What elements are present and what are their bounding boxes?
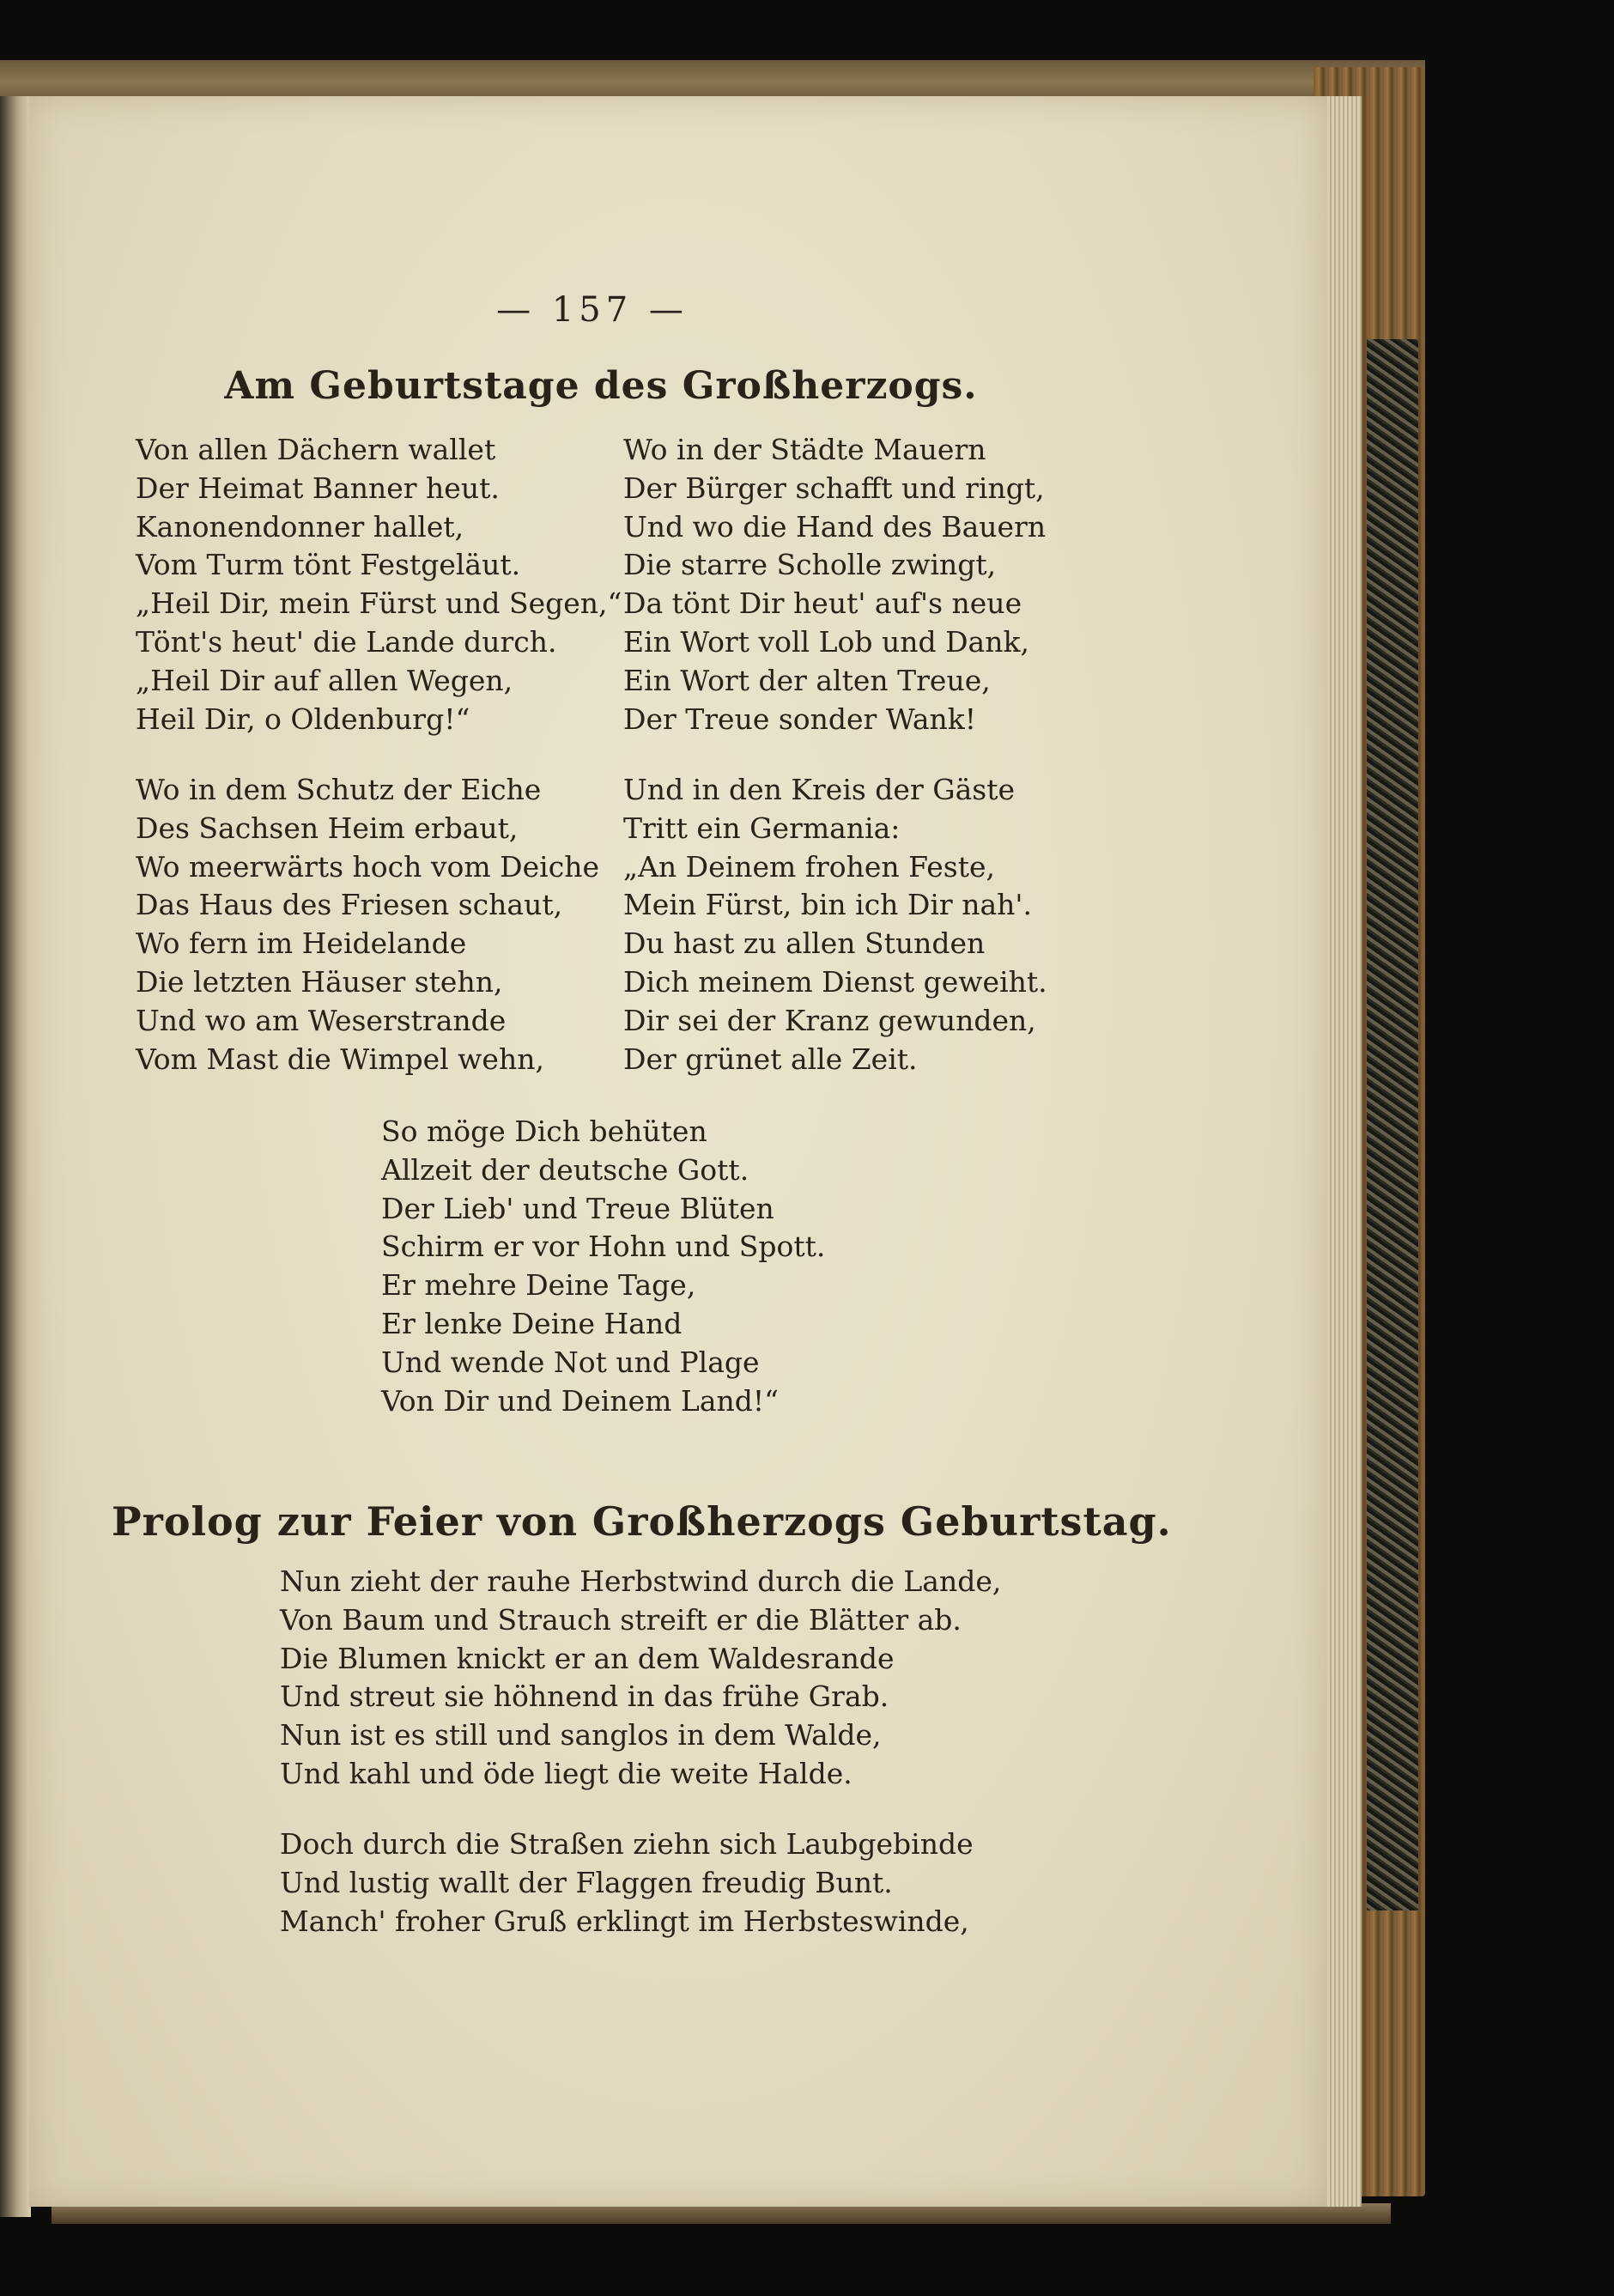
verse-line: Wo meerwärts hoch vom Deiche (136, 849, 599, 884)
marbled-cover-edge (1367, 339, 1418, 1910)
verse-line: Das Haus des Friesen schaut, (136, 888, 563, 922)
verse-line: So möge Dich behüten (381, 1115, 707, 1148)
verse-line: Die letzten Häuser stehn, (136, 964, 503, 999)
verse-line: Und wo am Weserstrande (136, 1003, 507, 1037)
verse-line: Da tönt Dir heut' auf's neue (623, 586, 1022, 621)
verse-line: Ein Wort der alten Treue, (623, 663, 991, 697)
verse-line: Mein Fürst, bin ich Dir nah'. (623, 888, 1032, 922)
verse-line: Und streut sie höhnend in das frühe Grab. (280, 1679, 889, 1714)
verse-line: „Heil Dir, mein Fürst und Segen,“ (136, 586, 622, 621)
stanza-1 (136, 431, 622, 738)
verse-line: Und kahl und öde liegt die weite Halde. (280, 1756, 853, 1790)
verse-line: Und lustig wallt der Flaggen freudig Bunt. (280, 1865, 893, 1899)
verse-line: Allzeit der deutsche Gott. (381, 1152, 749, 1187)
verse-line: Der Treue sonder Wank! (623, 702, 977, 736)
gutter-edge (0, 96, 31, 2217)
verse-line: Und in den Kreis der Gäste (623, 773, 1015, 806)
verse-line: Er mehre Deine Tage, (381, 1268, 696, 1303)
verse-line: Nun zieht der rauhe Herbstwind durch die Lande, (280, 1564, 1002, 1598)
verse-line: Wo in der Städte Mauern (623, 433, 986, 466)
verse-line: Schirm er vor Hohn und Spott. (381, 1230, 826, 1264)
verse-line: Vom Mast die Wimpel wehn, (136, 1042, 544, 1076)
verse-line: Von Baum und Strauch streift er die Blätter ab. (280, 1602, 962, 1637)
verse-line: Und wende Not und Plage (381, 1345, 760, 1379)
verse-line: Dich meinem Dienst geweiht. (623, 964, 1047, 999)
page-number: — 157 — (496, 290, 689, 330)
stanza-4 (623, 771, 1047, 1078)
verse-line: Des Sachsen Heim erbaut, (136, 811, 519, 845)
verse-line: Tönt's heut' die Lande durch. (136, 624, 557, 659)
verse-line: Der Heimat Banner heut. (136, 471, 500, 505)
poem-title-prolog: Prolog zur Feier von Großherzogs Geburtstag. (112, 1498, 1172, 1545)
page-edges (1327, 96, 1362, 2207)
verse-line: „Heil Dir auf allen Wegen, (136, 663, 513, 697)
verse-line: Der Bürger schafft und ringt, (623, 471, 1045, 505)
verse-line: Der grünet alle Zeit. (623, 1042, 918, 1076)
stanza-3 (136, 771, 599, 1078)
verse-line: Nun ist es still und sanglos in dem Walde, (280, 1718, 882, 1752)
poem-title-geburtstage: Am Geburtstage des Großherzogs. (224, 364, 978, 408)
prolog-stanza-2 (280, 1825, 974, 1941)
verse-line: Die Blumen knickt er an dem Waldesrande (280, 1641, 895, 1675)
stanza-2 (623, 431, 1046, 738)
verse-line: Und wo die Hand des Bauern (623, 509, 1047, 544)
verse-line: Die starre Scholle zwingt, (623, 548, 997, 582)
verse-line: Er lenke Deine Hand (381, 1306, 683, 1340)
verse-line: Doch durch die Straßen ziehn sich Laubgebinde (280, 1827, 974, 1861)
verse-line: Du hast zu allen Stunden (623, 926, 986, 961)
verse-line: Vom Turm tönt Festgeläut. (136, 548, 521, 582)
verse-line: Dir sei der Kranz gewunden, (623, 1003, 1036, 1037)
verse-line: „An Deinem frohen Feste, (623, 849, 995, 884)
verse-line: Wo fern im Heidelande (136, 926, 467, 961)
verse-line: Tritt ein Germania: (623, 811, 901, 845)
verse-line: Von Dir und Deinem Land!“ (381, 1383, 780, 1418)
verse-line: Heil Dir, o Oldenburg!“ (136, 702, 470, 736)
verse-line: Von allen Dächern wallet (136, 433, 496, 466)
prolog-stanza-1 (280, 1563, 1001, 1794)
verse-line: Wo in dem Schutz der Eiche (136, 773, 542, 806)
verse-line: Der Lieb' und Treue Blüten (381, 1191, 774, 1225)
verse-line: Kanonendonner hallet, (136, 509, 464, 544)
verse-line: Manch' froher Gruß erklingt im Herbsteswinde, (280, 1904, 969, 1938)
stanza-5 (381, 1113, 825, 1420)
verse-line: Ein Wort voll Lob und Dank, (623, 624, 1029, 659)
